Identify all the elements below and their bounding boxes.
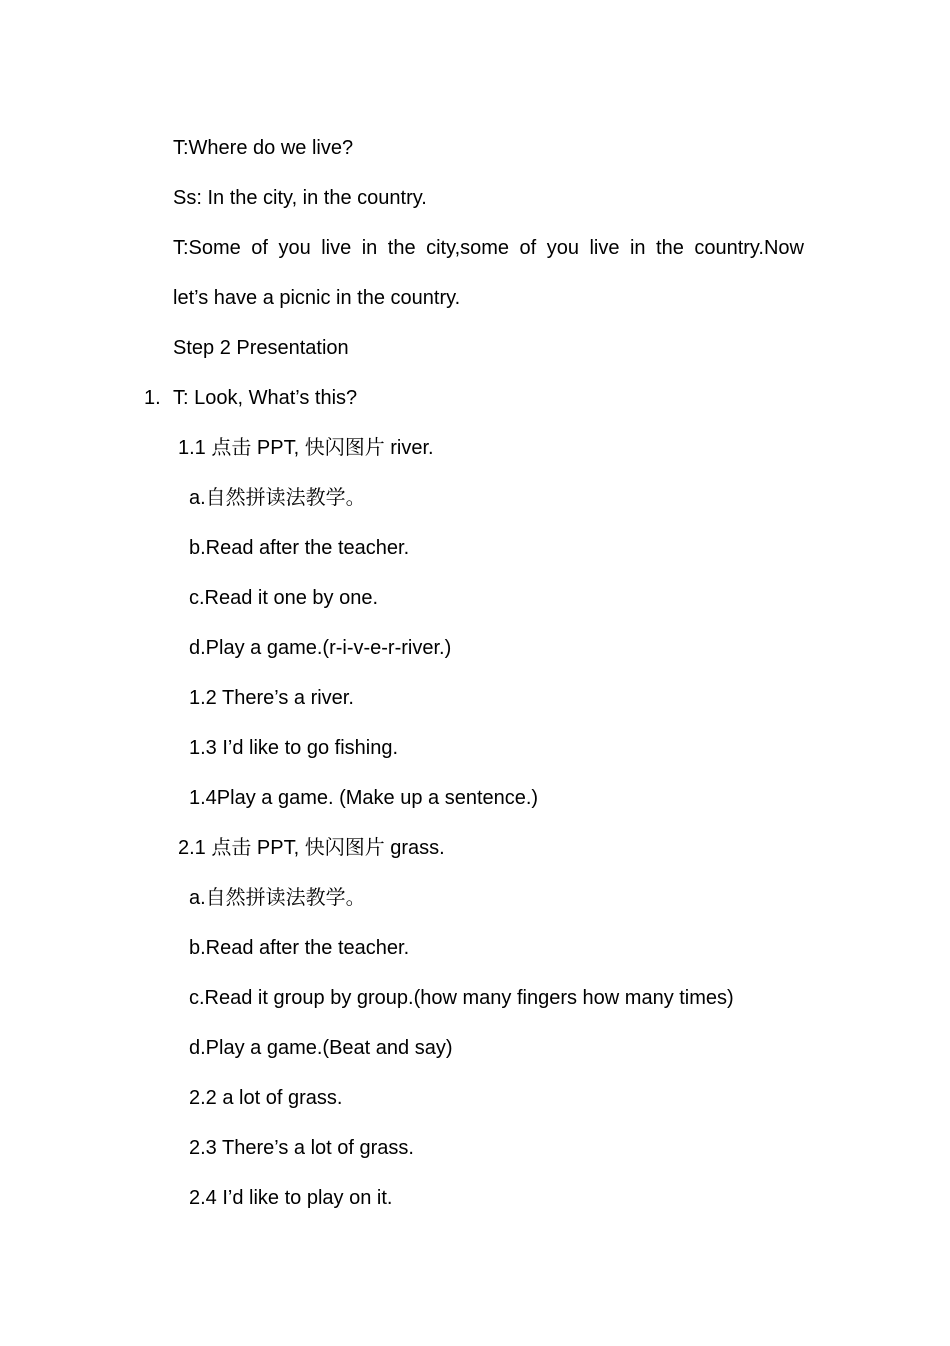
sub-step: b.Read after the teacher. [189,537,410,559]
sub-step: a.自然拼读法教学。 [189,887,366,909]
dialogue-line: T:Some of you live in the city,some of you live in the country.Now [173,237,804,259]
sub-step: 1.3 I’d like to go fishing. [189,737,399,759]
sub-step: c.Read it group by group.(how many fingers how many times) [189,987,734,1009]
sub-step: 2.2 a lot of grass. [189,1087,343,1109]
sub-step: c.Read it one by one. [189,587,379,609]
sub-step: a.自然拼读法教学。 [189,487,366,509]
list-number: 1. [144,387,161,409]
sub-step: 2.3 There’s a lot of grass. [189,1137,414,1159]
sub-step: 1.2 There’s a river. [189,687,354,709]
sub-step: 1.4Play a game. (Make up a sentence.) [189,787,539,809]
dialogue-line: let’s have a picnic in the country. [173,287,461,309]
sub-step: 1.1 点击 PPT, 快闪图片 river. [178,437,434,459]
sub-step: d.Play a game.(Beat and say) [189,1037,453,1059]
list-item: T: Look, What’s this? [173,387,358,409]
sub-step: 2.4 I’d like to play on it. [189,1187,393,1209]
sub-step: b.Read after the teacher. [189,937,410,959]
dialogue-line: Ss: In the city, in the country. [173,187,427,209]
sub-step: 2.1 点击 PPT, 快闪图片 grass. [178,837,445,859]
dialogue-line: T:Where do we live? [173,137,354,159]
section-heading: Step 2 Presentation [173,337,349,359]
sub-step: d.Play a game.(r-i-v-e-r-river.) [189,637,452,659]
